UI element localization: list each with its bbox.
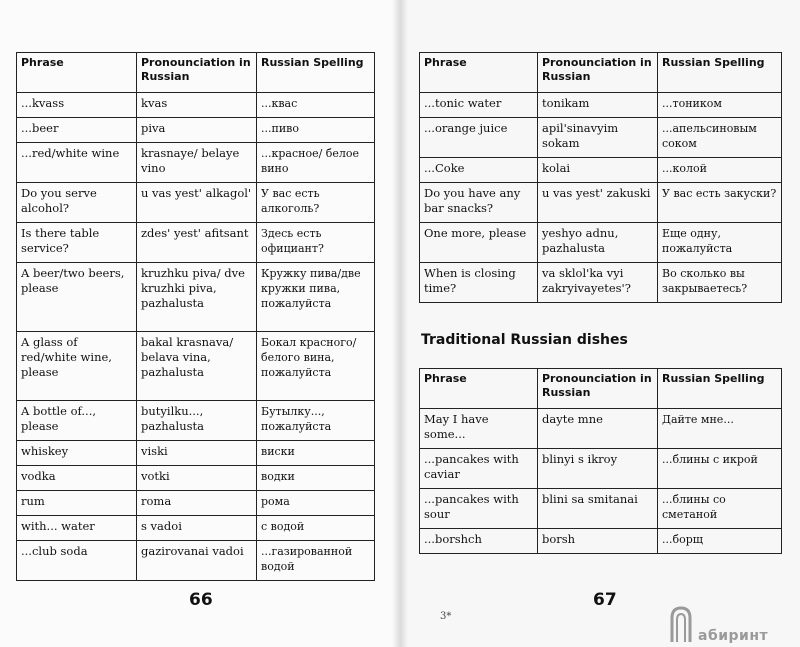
table-row bbox=[17, 441, 375, 466]
table-row bbox=[420, 529, 782, 554]
header-russian-spelling: Russian Spelling bbox=[658, 369, 782, 409]
russian-spelling-cell: У вас есть закуски? bbox=[658, 183, 782, 223]
phrase-table-right-dishes bbox=[419, 368, 782, 554]
table-row bbox=[17, 93, 375, 118]
table-row bbox=[17, 223, 375, 263]
table-row bbox=[17, 491, 375, 516]
pronunciation-cell: tonikam bbox=[538, 93, 658, 118]
russian-spelling-cell: Здесь есть официант? bbox=[257, 223, 375, 263]
table-header-row bbox=[420, 53, 782, 93]
table-row bbox=[420, 409, 782, 449]
table-row bbox=[17, 183, 375, 223]
page-number-left: 66 bbox=[189, 590, 213, 610]
russian-spelling-cell: Во сколько вы закрываетесь? bbox=[658, 263, 782, 303]
table-row bbox=[17, 143, 375, 183]
phrase-cell: A glass of red/white wine, please bbox=[17, 332, 137, 401]
pronunciation-cell: piva bbox=[137, 118, 257, 143]
page-number-right: 67 bbox=[593, 590, 617, 610]
russian-spelling-cell: Бутылку..., пожалуйста bbox=[257, 401, 375, 441]
pronunciation-cell: s vadoi bbox=[137, 516, 257, 541]
phrase-cell: vodka bbox=[17, 466, 137, 491]
russian-spelling-cell: ...красное/ белое вино bbox=[257, 143, 375, 183]
pronunciation-cell: borsh bbox=[538, 529, 658, 554]
pronunciation-cell: apil'sinavyim sokam bbox=[538, 118, 658, 158]
pronunciation-cell: gazirovanai vadoi bbox=[137, 541, 257, 581]
header-phrase: Phrase bbox=[420, 53, 538, 93]
section-title-traditional-dishes: Traditional Russian dishes bbox=[421, 332, 628, 348]
pronunciation-cell: roma bbox=[137, 491, 257, 516]
phrase-cell: ...beer bbox=[17, 118, 137, 143]
phrase-table-right-drinks bbox=[419, 52, 782, 303]
table-row bbox=[17, 263, 375, 332]
table-row bbox=[420, 263, 782, 303]
russian-spelling-cell: виски bbox=[257, 441, 375, 466]
russian-spelling-cell: ...пиво bbox=[257, 118, 375, 143]
pronunciation-cell: kolai bbox=[538, 158, 658, 183]
table-row bbox=[17, 466, 375, 491]
russian-spelling-cell: ...газированной водой bbox=[257, 541, 375, 581]
pronunciation-cell: kruzhku piva/ dve kruzhki piva, pazhalusta bbox=[137, 263, 257, 332]
table-header-row bbox=[420, 369, 782, 409]
russian-spelling-cell: ...блины с икрой bbox=[658, 449, 782, 489]
pronunciation-cell: u vas yest' alkagol' bbox=[137, 183, 257, 223]
phrase-cell: Is there table service? bbox=[17, 223, 137, 263]
pronunciation-cell: butyilku..., pazhalusta bbox=[137, 401, 257, 441]
russian-spelling-cell: У вас есть алкоголь? bbox=[257, 183, 375, 223]
table-row bbox=[420, 449, 782, 489]
phrase-cell: A beer/two beers, please bbox=[17, 263, 137, 332]
pronunciation-cell: krasnaye/ belaye vino bbox=[137, 143, 257, 183]
russian-spelling-cell: водки bbox=[257, 466, 375, 491]
russian-spelling-cell: Кружку пива/две кружки пива, пожалуйста bbox=[257, 263, 375, 332]
watermark-text: абиринт bbox=[698, 628, 769, 644]
russian-spelling-cell: Дайте мне... bbox=[658, 409, 782, 449]
pronunciation-cell: yeshyo adnu, pazhalusta bbox=[538, 223, 658, 263]
pronunciation-cell: dayte mne bbox=[538, 409, 658, 449]
phrase-cell: A bottle of..., please bbox=[17, 401, 137, 441]
header-russian-spelling: Russian Spelling bbox=[257, 53, 375, 93]
table-row bbox=[420, 158, 782, 183]
table-row bbox=[420, 183, 782, 223]
phrase-cell: ...Coke bbox=[420, 158, 538, 183]
table-row bbox=[420, 223, 782, 263]
phrase-cell: ...orange juice bbox=[420, 118, 538, 158]
phrase-cell: Do you serve alcohol? bbox=[17, 183, 137, 223]
phrase-cell: When is closing time? bbox=[420, 263, 538, 303]
russian-spelling-cell: ...борщ bbox=[658, 529, 782, 554]
table-row bbox=[17, 332, 375, 401]
watermark bbox=[668, 598, 798, 644]
russian-spelling-cell: ...квас bbox=[257, 93, 375, 118]
table-row bbox=[420, 489, 782, 529]
phrase-cell: whiskey bbox=[17, 441, 137, 466]
pronunciation-cell: votki bbox=[137, 466, 257, 491]
pronunciation-cell: kvas bbox=[137, 93, 257, 118]
phrase-cell: ...borshch bbox=[420, 529, 538, 554]
header-pronunciation: Pronounciation in Russian bbox=[538, 369, 658, 409]
header-russian-spelling: Russian Spelling bbox=[658, 53, 782, 93]
phrase-cell: with... water bbox=[17, 516, 137, 541]
russian-spelling-cell: ...тоником bbox=[658, 93, 782, 118]
phrase-cell: ...kvass bbox=[17, 93, 137, 118]
phrase-cell: ...pancakes with caviar bbox=[420, 449, 538, 489]
book-gutter bbox=[392, 0, 408, 647]
russian-spelling-cell: Бокал красного/ белого вина, пожалуйста bbox=[257, 332, 375, 401]
header-phrase: Phrase bbox=[420, 369, 538, 409]
phrase-table-left bbox=[16, 52, 375, 581]
pronunciation-cell: blini sa smitanai bbox=[538, 489, 658, 529]
table-row bbox=[17, 516, 375, 541]
pronunciation-cell: u vas yest' zakuski bbox=[538, 183, 658, 223]
russian-spelling-cell: Еще одну, пожалуйста bbox=[658, 223, 782, 263]
pronunciation-cell: viski bbox=[137, 441, 257, 466]
pronunciation-cell: zdes' yest' afitsant bbox=[137, 223, 257, 263]
russian-spelling-cell: ...апельсиновым соком bbox=[658, 118, 782, 158]
print-mark: 3* bbox=[440, 611, 452, 622]
phrase-cell: ...tonic water bbox=[420, 93, 538, 118]
table-row bbox=[420, 118, 782, 158]
table-row bbox=[17, 541, 375, 581]
header-pronunciation: Pronounciation in Russian bbox=[137, 53, 257, 93]
table-row bbox=[420, 93, 782, 118]
table-header-row bbox=[17, 53, 375, 93]
russian-spelling-cell: ...колой bbox=[658, 158, 782, 183]
phrase-cell: ...club soda bbox=[17, 541, 137, 581]
phrase-cell: Do you have any bar snacks? bbox=[420, 183, 538, 223]
pronunciation-cell: bakal krasnava/ belava vina, pazhalusta bbox=[137, 332, 257, 401]
phrase-cell: rum bbox=[17, 491, 137, 516]
phrase-cell: One more, please bbox=[420, 223, 538, 263]
header-pronunciation: Pronounciation in Russian bbox=[538, 53, 658, 93]
labirint-logo-icon bbox=[668, 604, 694, 644]
russian-spelling-cell: ...блины со сметаной bbox=[658, 489, 782, 529]
pronunciation-cell: va sklol'ka vyi zakryivayetes'? bbox=[538, 263, 658, 303]
russian-spelling-cell: с водой bbox=[257, 516, 375, 541]
header-phrase: Phrase bbox=[17, 53, 137, 93]
russian-spelling-cell: рома bbox=[257, 491, 375, 516]
pronunciation-cell: blinyi s ikroy bbox=[538, 449, 658, 489]
phrase-cell: ...pancakes with sour bbox=[420, 489, 538, 529]
table-row bbox=[17, 401, 375, 441]
phrase-cell: May I have some... bbox=[420, 409, 538, 449]
table-row bbox=[17, 118, 375, 143]
phrase-cell: ...red/white wine bbox=[17, 143, 137, 183]
